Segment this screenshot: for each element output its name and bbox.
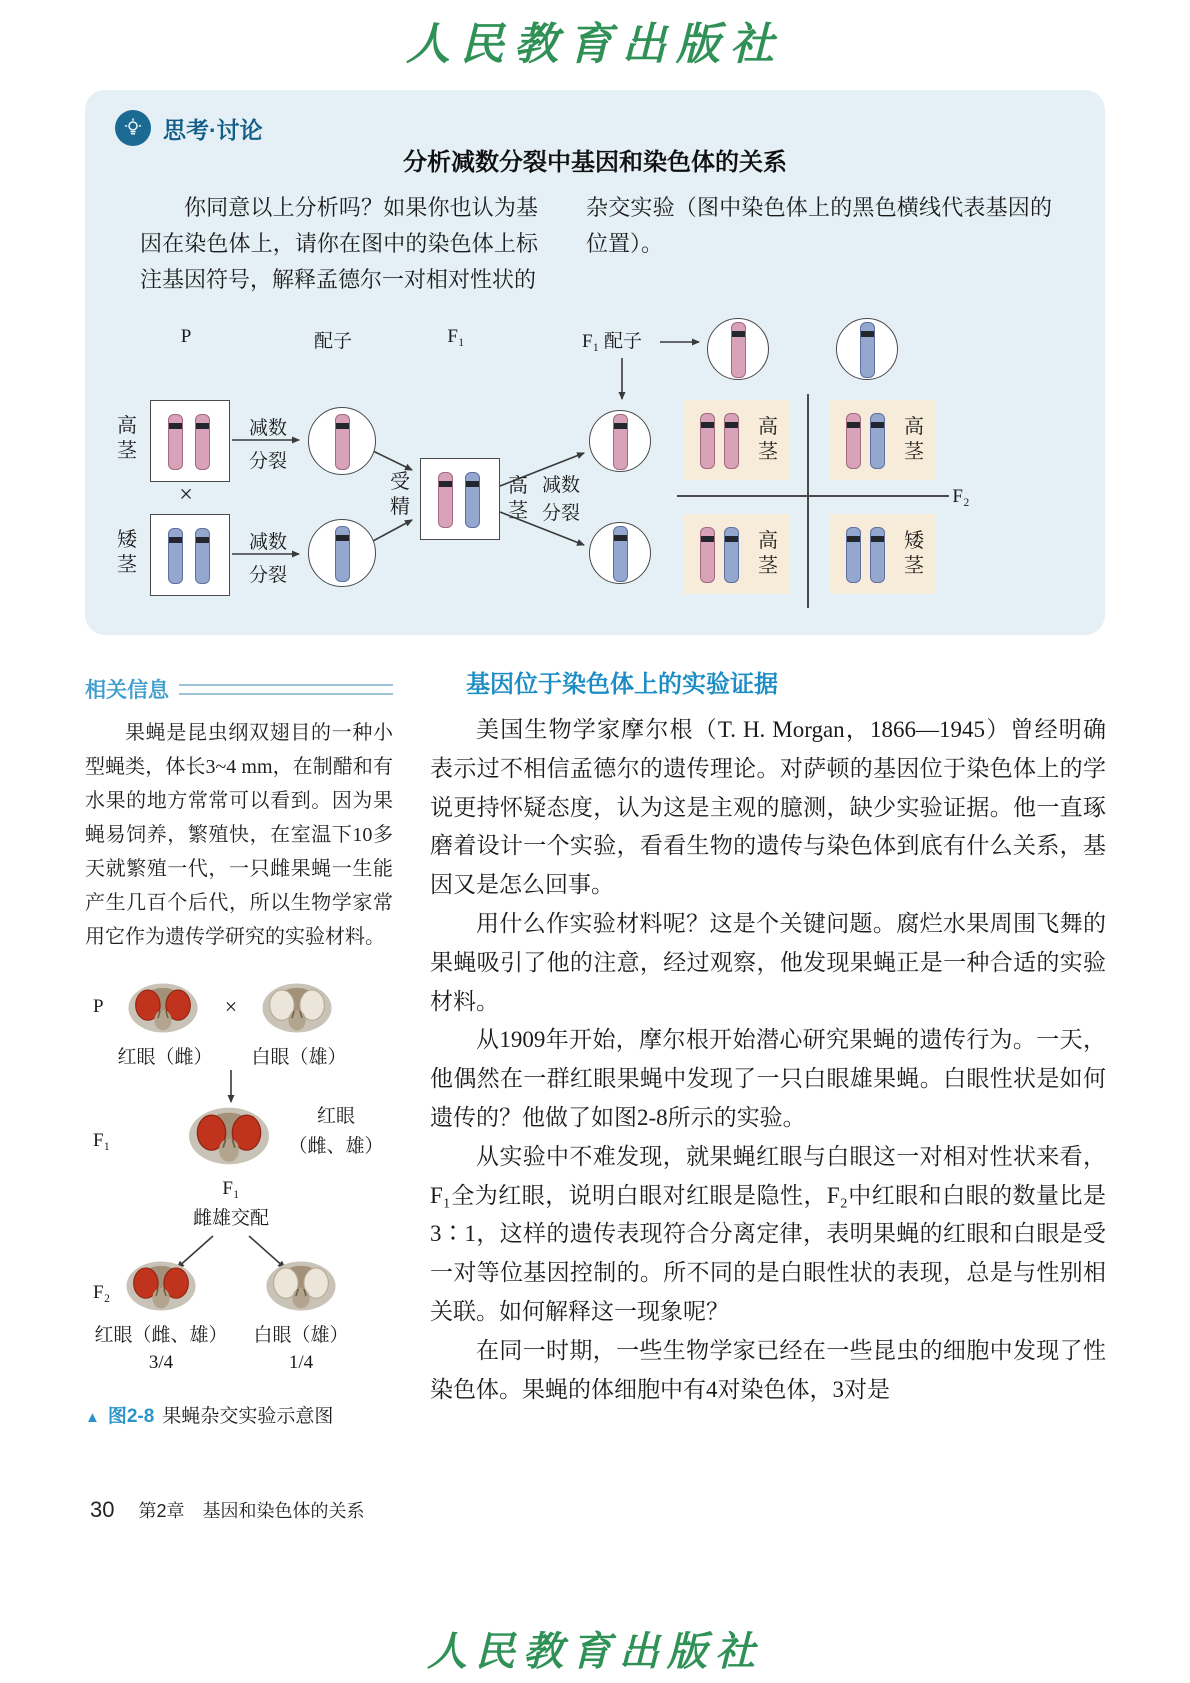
intro-text-left: 你同意以上分析吗？如果你也认为基因在染色体上，请你在图中的染色体上标注基因符号，解释孟德尔一对相对性状的 [140,195,538,292]
blue-chromosome [870,413,885,469]
main-text-column [430,664,1106,1409]
related-info-sidebar [85,674,393,1428]
think-discuss-label: 思考·讨论 [163,116,263,143]
f1-gamete-circle-pink [589,410,651,472]
blue-chromosome [613,526,628,582]
red-eye-female-fly-image [127,982,199,1034]
pink-chromosome [613,414,628,470]
f1-gamete-circle-pink [707,318,769,380]
tall-parent-chromosome-box [150,400,230,482]
body-paragraph: 从1909年开始，摩尔根开始潜心研究果蝇的遗传行为。一天，他偶然在一群红眼果蝇中发现了一只白眼雄果蝇。白眼性状是如何遗传的？他做了如图2-8所示的实验。 [430,1027,1106,1130]
pink-chromosome [700,527,715,583]
f1-mating-label [183,1174,279,1234]
figure-caption-text: 果蝇杂交实验示意图 [162,1406,334,1427]
blue-chromosome [870,527,885,583]
double-rule-decoration [179,684,393,695]
f2-right-ratio: 1/4 [288,1352,314,1373]
body-paragraph: 用什么作实验材料呢？这是个关键问题。腐烂水果周围飞舞的果蝇吸引了他的注意，经过观察，他发现果蝇正是一种合适的实验材料。 [430,910,1106,1014]
gamete-circle-blue [308,519,376,587]
f1-phenotype-label: 高茎 [508,475,528,522]
short-parent-chromosome-box [150,514,230,596]
pink-chromosome [700,413,715,469]
pink-chromosome [724,413,739,469]
figure-marker-icon: ▲ [85,1409,100,1426]
f2-left-phenotype: 红眼（雌、雄） [94,1325,228,1346]
blue-chromosome [168,528,183,584]
related-info-header [85,674,393,704]
punnett-cell [684,400,790,480]
think-discuss-box [85,90,1105,635]
blue-chromosome [860,322,875,378]
pink-chromosome [731,322,746,378]
label-short-parent: 矮茎 [117,529,137,576]
punnett-phenotype-label: 高茎 [758,530,778,577]
f1-zygote-box [420,458,500,540]
pink-chromosome [168,414,183,470]
red-eye-f1-fly-image [187,1106,271,1166]
fly-p-label: P [93,996,104,1017]
activity-title: 分析减数分裂中基因和染色体的关系 [403,149,787,176]
meiosis-label: 减数 [248,418,288,439]
label-f2: F₂ [952,486,970,507]
meiosis-label: 分裂 [248,451,288,472]
punnett-phenotype-label: 矮茎 [904,530,924,577]
f2-left-ratio: 3/4 [148,1352,174,1373]
intro-text-right: 杂交实验（图中染色体上的黑色横线代表基因的位置）。 [586,195,1052,256]
pink-chromosome [195,414,210,470]
fertilization-label: 受精 [390,471,410,518]
punnett-cell [830,400,936,480]
chapter-title: 第2章 基因和染色体的关系 [138,1501,365,1521]
label-f1-gametes: F₁ 配子 [582,331,642,352]
label-f1: F₁ [447,326,465,347]
f1-gamete-circle-blue [836,318,898,380]
cross-symbol: × [179,482,193,508]
punnett-grid-horizontal-line [677,495,949,497]
label-tall-parent: 高茎 [117,415,137,462]
label-p-generation: P [180,326,192,347]
f1-mating-line1: F₁ [222,1178,240,1199]
f2-right-phenotype: 白眼（雄） [253,1325,349,1346]
lightbulb-icon [115,110,151,146]
label-gametes: 配子 [313,331,353,352]
punnett-cell [830,514,936,594]
fly-cross-symbol: × [224,994,238,1019]
section-heading: 基因位于染色体上的实验证据 [466,671,778,698]
f1-phenotype-line2: （雌、雄） [288,1136,384,1157]
white-eye-male-fly-image [261,982,333,1034]
white-eye-f2-fly-image [265,1260,337,1312]
page-footer [90,1497,365,1523]
blue-chromosome [465,472,480,528]
punnett-cell [684,514,790,594]
punnett-phenotype-label: 高茎 [758,416,778,463]
inheritance-cross-diagram [85,318,1105,630]
diagram-arrows [85,318,1105,630]
related-info-text: 果蝇是昆虫纲双翅目的一种小型蝇类，体长3~4 mm，在制醋和有水果的地方常常可以看到。因为果蝇易饲养，繁殖快，在室温下10多天就繁殖一代，一只雌果蝇一生能产生几百个后代，所以生物学家常用它作为遗传学研究的实验材料。 [85,722,393,948]
related-info-title: 相关信息 [85,679,169,702]
red-eye-f2-fly-image [125,1260,197,1312]
body-paragraph: 从实验中不难发现，就果蝇红眼与白眼这一对相对性状来看，F₁全为红眼，说明白眼对红眼是隐性，F₂中红眼和白眼的数量比是3∶1，这样的遗传表现符合分离定律，表明果蝇的红眼和白眼是受一对等位基因控制的。所不同的是白眼性状的表现，总是与性别相关联。如何解释这一现象呢？ [430,1143,1106,1324]
f1-gamete-circle-blue [589,522,651,584]
publisher-logo-top: 人民教育出版社 [406,19,784,70]
publisher-logo-bottom: 人民教育出版社 [427,1628,763,1675]
punnett-grid-vertical-line [807,394,809,608]
pink-chromosome [335,414,350,470]
p-left-phenotype: 红眼（雌） [117,1047,213,1068]
fly-f1-label: F₁ [93,1130,111,1151]
blue-chromosome [724,527,739,583]
blue-chromosome [335,526,350,582]
body-paragraph: 在同一时期，一些生物学家已经在一些昆虫的细胞中发现了性染色体。果蝇的体细胞中有4对染色体，3对是 [430,1337,1106,1402]
figure-caption [85,1401,393,1428]
meiosis-label: 分裂 [541,503,581,524]
meiosis-label: 减数 [541,475,581,496]
figure-number: 图2-8 [107,1406,155,1427]
pink-chromosome [846,413,861,469]
f1-mating-line2: 雌雄交配 [192,1208,269,1229]
activity-intro [140,190,1052,298]
f1-phenotype-line1: 红眼 [316,1106,355,1127]
gamete-circle-pink [308,407,376,475]
body-paragraph: 美国生物学家摩尔根（T. H. Morgan，1866—1945）曾经明确表示过不相信孟德尔的遗传理论。对萨顿的基因位于染色体上的学说更持怀疑态度，认为这是主观的臆测，缺少实验证据。他一直琢磨着设计一个实验，看看生物的遗传与染色体到底有什么关系，基因又是怎么回事。 [430,717,1106,898]
fly-f2-label: F₂ [93,1282,111,1303]
f1-phenotype-label [279,1102,393,1162]
blue-chromosome [195,528,210,584]
p-right-phenotype: 白眼（雄） [251,1047,347,1068]
page-number: 30 [90,1497,115,1522]
meiosis-label: 分裂 [248,565,288,586]
meiosis-label: 减数 [248,532,288,553]
punnett-phenotype-label: 高茎 [904,416,924,463]
pink-chromosome [438,472,453,528]
fly-cross-diagram [85,980,393,1385]
blue-chromosome [846,527,861,583]
think-discuss-badge [115,110,263,146]
